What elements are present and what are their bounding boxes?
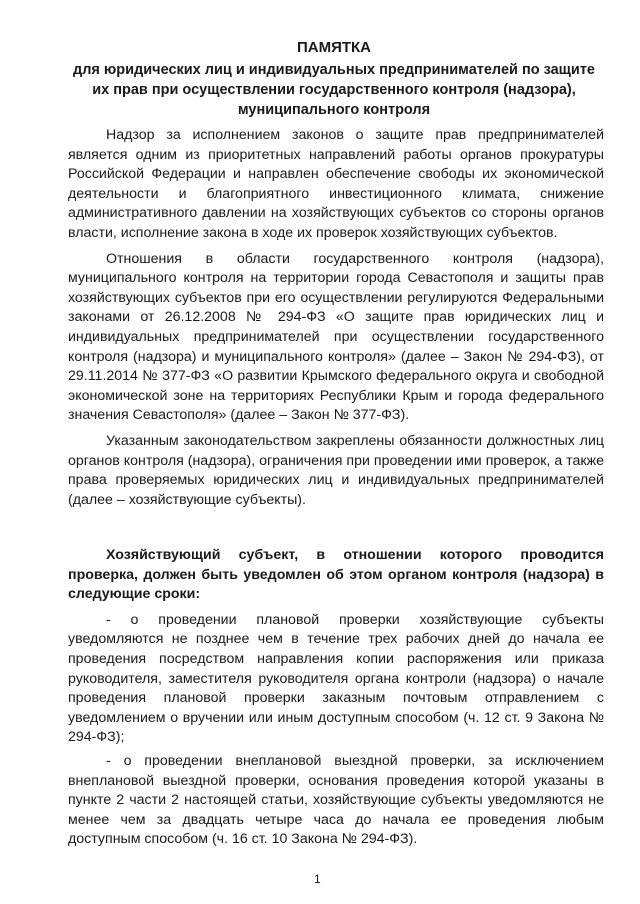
notice-section [68,546,604,854]
paragraph: Отношения в области государственного контроля (надзора), муниципального контроля на территории города Севастополя и защиты прав хозяйствующих субъектов при его осуществлении регулируются Федеральными законами от 26.12.2008 № 294-ФЗ «О защите прав юридических лиц и индивидуальных предпринимателей при осуществлении государственного контроля (надзора) и муниципального контроля» (далее – Закон № 294-ФЗ), от 29.11.2014 № 377-ФЗ «О развитии Крымского федерального округа и свободной экономической зоне на территориях Республики Крым и города федерального значения Севастополя» (далее – Закон № 377-ФЗ). [68,250,604,424]
paragraph: Указанным законодательством закреплены обязанности должностных лиц органов контроля (надзора), ограничения при проведении ими проверок, а также права проверяемых юридических лиц и индивидуальных предпринимателей (далее – хозяйствующие субъекты). [68,432,604,508]
notice-heading: Хозяйствующий субъект, в отношении которого проводится проверка, должен быть уведомлен об этом органом контроля (надзора) в следующие сроки: [68,547,604,603]
list-item: - о проведении внеплановой выездной проверки, за исключением внеплановой выездной проверки, основания проведения которой указаны в пункте 2 части 2 настоящей статьи, хозяйствующие субъекты уведомляются не менее чем за двадцать четыре часа до начала ее проведения любым доступным способом (ч. 16 ст. 10 Закона № 294-ФЗ). [68,752,604,848]
page-number: 1 [314,872,321,886]
document-subtitle: для юридических лиц и индивидуальных предпринимателей по защите их прав при осуществлении государственного контроля (надзора), муниципального контроля [72,62,595,118]
document-header [66,38,602,120]
document-body [68,126,604,516]
document-title: ПАМЯТКА [296,39,372,56]
list-item: - о проведении плановой проверки хозяйствующие субъекты уведомляются не позднее чем в течение трех рабочих дней до начала ее проведения посредством направления копии распоряжения или приказа руководителя, заместителя руководителя органа контроли (надзора) о начале проведения плановой проверки заказным почтовым отправлением с уведомлением о вручении или иным доступным способом (ч. 12 ст. 9 Закона № 294-ФЗ); [68,611,604,746]
paragraph: Надзор за исполнением законов о защите прав предпринимателей является одним из приоритетных направлений работы органов прокуратуры Российской Федерации и направлен обеспечение свободы их экономической деятельности и благоприятного инвестиционного климата, снижение административного давлении на хозяйствующих субъектов со стороны органов власти, исполнение закона в ходе их проверок хозяйствующих субъектов. [68,127,604,241]
